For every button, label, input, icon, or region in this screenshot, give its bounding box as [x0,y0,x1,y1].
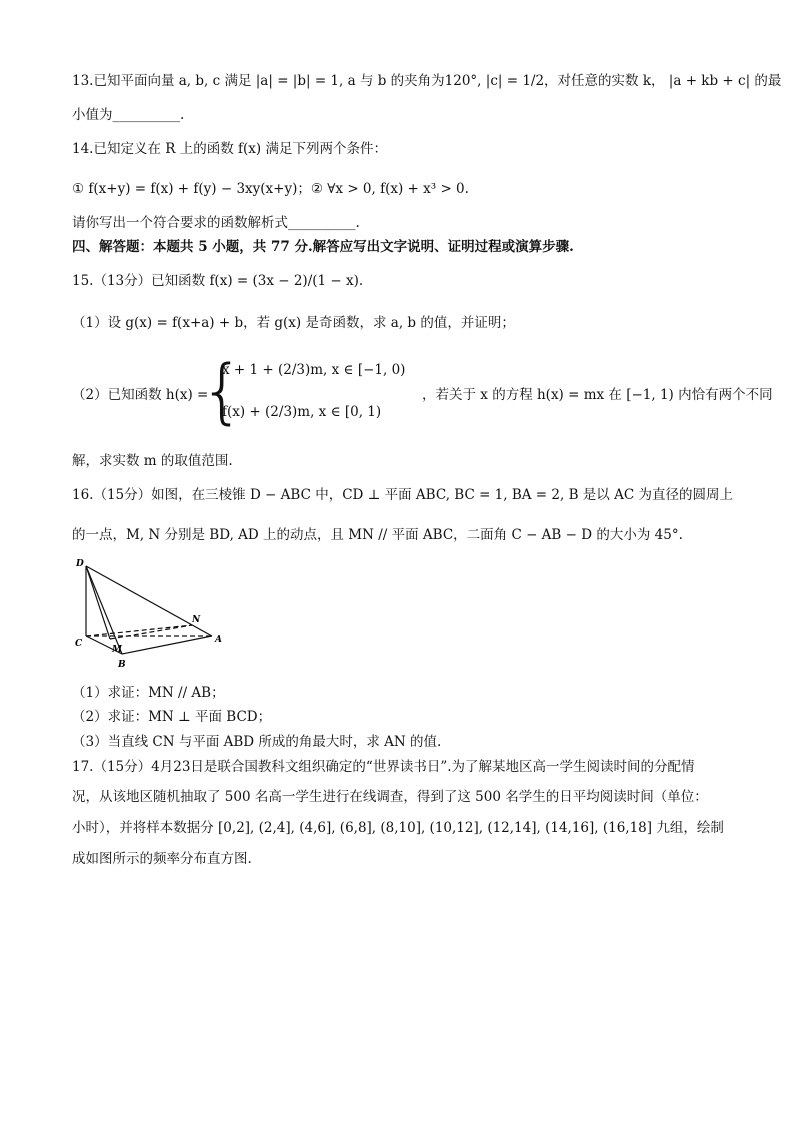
q15-part2-suffix: ，若关于 x 的方程 h(x) = mx 在 [−1, 1) 内恰有两个不同 [422,387,773,403]
q14-line2: ① f(x+y) = f(x) + f(y) − 3xy(x+y)；② ∀x > 0, f(x) + x³ > 0. [72,181,469,197]
q14-line1: 14.已知定义在 R 上的函数 f(x) 满足下列两个条件： [72,141,387,157]
q15-line2: （1）设 g(x) = f(x+a) + b，若 g(x) 是奇函数，求 a, b 的值，并证明； [72,315,515,331]
label-a: A [215,635,222,645]
label-n: N [192,615,201,625]
q16-line2: 的一点，M, N 分别是 BD, AD 上的动点，且 MN // 平面 ABC，二面角 C − AB − D 的大小为 45°. [72,527,683,543]
q13-line2: 小值为__________. [72,107,185,123]
edge-db [86,566,122,654]
label-c: C [75,639,83,649]
q16-sub2: （2）求证：MN ⊥ 平面 BCD； [72,709,272,725]
label-b: B [118,660,126,670]
q13-line1: 13.已知平面向量 a, b, c 满足 |a| = |b| = 1, a 与 b 的夹角为120°, |c| = 1/2，对任意的实数 k， |a + kb + c| 的最 [72,73,782,89]
q15-case2: f(x) + (2/3)m, x ∈ [0, 1) [222,404,382,420]
q17-line2: 况，从该地区随机抽取了 500 名高一学生进行在线调查，得到了这 500 名学生的日平均阅读时间（单位： [72,789,708,805]
label-d: D [76,559,84,569]
q15-line1: 15.（13分）已知函数 f(x) = (3x − 2)/(1 − x). [72,273,364,289]
q16-sub3: （3）当直线 CN 与平面 ABD 所成的角最大时，求 AN 的值. [72,734,442,750]
q17-line1: 17.（15分）4月23日是联合国教科文组织确定的“世界读书日”.为了解某地区高一学生阅读时间的分配情 [72,759,695,775]
label-m: M [112,645,122,655]
brace: { [200,350,245,432]
q15-case1: x + 1 + (2/3)m, x ∈ [−1, 0) [222,362,406,378]
edge-cn [86,625,192,636]
q16-sub1: （1）求证：MN // AB； [72,685,225,701]
q17-line3: 小时），并将样本数据分 [0,2], (2,4], (4,6], (6,8], (8,10], (10,12], (12,14], (14,16], (16,18] 九组，绘制 [72,820,724,836]
edge-ba [122,636,212,654]
q14-line3: 请你写出一个符合要求的函数解析式__________. [72,215,360,231]
q16-figure [72,556,232,672]
q15-line4: 解，求实数 m 的取值范围. [72,453,233,469]
q16-line1: 16.（15分）如图，在三棱锥 D − ABC 中，CD ⊥ 平面 ABC, BC = 1, BA = 2, B 是以 AC 为直径的圆周上 [72,487,733,503]
q17-line4: 成如图所示的频率分布直方图. [72,851,252,867]
edge-da [86,566,212,636]
section-heading: 四、解答题：本题共 5 小题，共 77 分.解答应写出文字说明、证明过程或演算步骤. [72,239,574,255]
q15-part2-prefix: （2）已知函数 h(x) = [72,387,209,403]
